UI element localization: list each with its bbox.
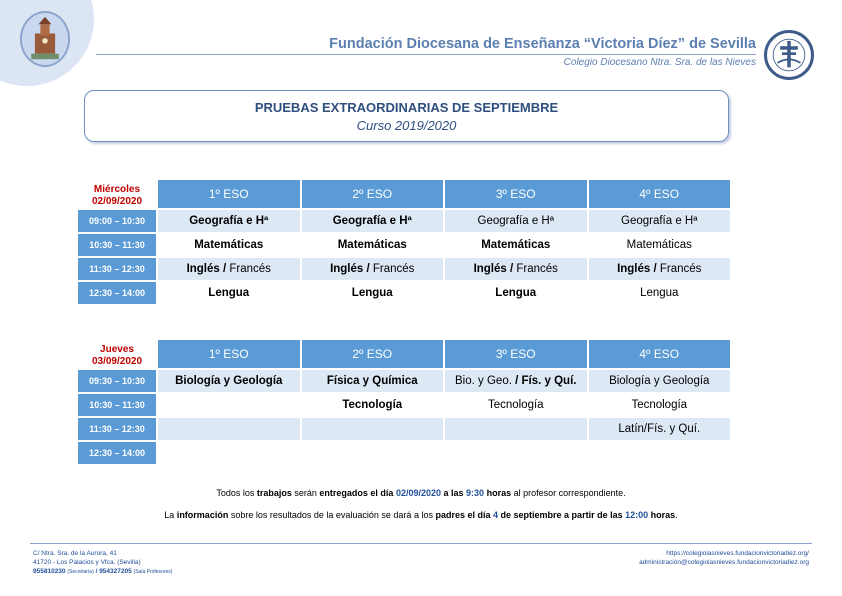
time-slot: 09:00 – 10:30 xyxy=(78,210,156,232)
note-emphasis: información xyxy=(176,510,229,520)
exam-cell: Biología y Geología xyxy=(589,370,731,392)
schedule-table-wednesday xyxy=(76,178,732,306)
note-emphasis: padres el día xyxy=(435,510,491,520)
table-row xyxy=(78,258,730,280)
time-slot: 09:30 – 10:30 xyxy=(78,370,156,392)
note-text: . xyxy=(675,510,678,520)
table-row xyxy=(78,394,730,416)
grade-header-3: 3º ESO xyxy=(445,180,587,208)
exam-cell xyxy=(158,442,300,464)
grade-header-4: 4º ESO xyxy=(589,340,731,368)
note-submissions xyxy=(0,488,842,498)
exam-bold-part: Inglés / xyxy=(186,263,227,275)
table-row xyxy=(78,234,730,256)
exam-cell: Tecnología xyxy=(589,394,731,416)
exam-rest-part: Francés xyxy=(226,263,271,275)
table-row xyxy=(78,210,730,232)
header-divider xyxy=(96,54,756,55)
exam-cell xyxy=(589,442,731,464)
exam-rest-part: Francés xyxy=(656,263,702,275)
exam-rest-part: Francés xyxy=(369,263,415,275)
exam-cell xyxy=(302,258,444,280)
exam-cell: Matemáticas xyxy=(589,234,731,256)
exam-bold-part: Inglés / xyxy=(617,263,657,275)
day-date: 03/09/2020 xyxy=(91,356,143,367)
exam-cell: Matemáticas xyxy=(302,234,444,256)
phone-line xyxy=(33,567,172,577)
exam-cell: Tecnología xyxy=(445,394,587,416)
exam-cell xyxy=(158,394,300,416)
phone-secretaria: 955810230 xyxy=(33,568,66,575)
exam-cell: Tecnología xyxy=(302,394,444,416)
exam-cell: Lengua xyxy=(302,282,444,304)
exam-cell: Geografía e Hª xyxy=(445,210,587,232)
table-row xyxy=(78,282,730,304)
note-emphasis: horas xyxy=(486,488,512,498)
note-time: 12:00 xyxy=(625,510,649,520)
note-text: La xyxy=(164,510,177,520)
exam-rest-part: Francés xyxy=(513,263,558,275)
exam-cell: Lengua xyxy=(158,282,300,304)
email-link[interactable]: administración@colegiolasnieves.fundacionvictoriadiez.org xyxy=(639,559,809,566)
exam-cell: Latín/Fís. y Quí. xyxy=(589,418,731,440)
organization-title: Fundación Diocesana de Enseñanza “Victoria Díez” de Sevilla xyxy=(329,36,756,52)
grade-header-4: 4º ESO xyxy=(589,180,731,208)
exam-cell: Física y Química xyxy=(302,370,444,392)
exam-cell: Geografía e Hª xyxy=(302,210,444,232)
grade-header-1: 1º ESO xyxy=(158,340,300,368)
note-time: 9:30 xyxy=(466,488,485,498)
grade-header-3: 3º ESO xyxy=(445,340,587,368)
day-label xyxy=(78,340,156,368)
exam-cell xyxy=(158,258,300,280)
exam-cell: Lengua xyxy=(589,282,731,304)
title-box xyxy=(84,90,729,142)
address-line-1: C/ Ntra. Sra. de la Aurora, 41 xyxy=(33,550,117,557)
exam-cell xyxy=(445,258,587,280)
grade-header-2: 2º ESO xyxy=(302,340,444,368)
footer-divider xyxy=(30,543,812,544)
phone-secretaria-note: (Secretaría) xyxy=(67,569,94,575)
exam-cell: Geografía e Hª xyxy=(589,210,731,232)
exam-bold-part: Inglés / xyxy=(330,263,370,275)
time-slot: 12:30 – 14:00 xyxy=(78,282,156,304)
exam-cell xyxy=(445,418,587,440)
exam-bold-part: / Fís. y Quí. xyxy=(515,375,577,387)
note-text: al profesor correspondiente. xyxy=(511,488,626,498)
phone-profesores-note: (Sala Profesores) xyxy=(133,569,173,575)
foundation-cross-logo xyxy=(764,30,814,80)
time-slot: 11:30 – 12:30 xyxy=(78,258,156,280)
time-slot: 10:30 – 11:30 xyxy=(78,234,156,256)
note-emphasis: trabajos xyxy=(256,488,292,498)
phone-profesores: 954327205 xyxy=(99,568,132,575)
exam-cell xyxy=(589,258,731,280)
table-row xyxy=(78,442,730,464)
day-name: Jueves xyxy=(100,344,134,355)
exam-cell xyxy=(302,418,444,440)
day-name: Miércoles xyxy=(93,184,141,195)
document-title: PRUEBAS EXTRAORDINARIAS DE SEPTIEMBRE xyxy=(254,100,559,115)
time-slot: 11:30 – 12:30 xyxy=(78,418,156,440)
exam-cell: Matemáticas xyxy=(158,234,300,256)
exam-cell: Biología y Geología xyxy=(158,370,300,392)
exam-bold-part: Inglés / xyxy=(473,263,514,275)
note-emphasis: a las xyxy=(443,488,464,498)
exam-cell: Geografía e Hª xyxy=(158,210,300,232)
day-label xyxy=(78,180,156,208)
note-emphasis: horas xyxy=(650,510,676,520)
exam-cell: Matemáticas xyxy=(445,234,587,256)
address-line-2: 41720 - Los Palacios y Vfca. (Sevilla) xyxy=(33,559,141,566)
school-subtitle: Colegio Diocesano Ntra. Sra. de las Nieves xyxy=(563,57,756,68)
schedule-table-thursday xyxy=(76,338,732,466)
note-text: Todos los xyxy=(216,488,257,498)
note-results xyxy=(0,510,842,520)
time-slot: 12:30 – 14:00 xyxy=(78,442,156,464)
exam-cell xyxy=(445,442,587,464)
exam-cell xyxy=(445,370,587,392)
footer-address xyxy=(33,549,172,577)
exam-plain-part: Bio. y Geo. xyxy=(455,375,516,387)
note-text: serán xyxy=(291,488,320,498)
grade-header-1: 1º ESO xyxy=(158,180,300,208)
grade-header-2: 2º ESO xyxy=(302,180,444,208)
note-emphasis: de septiembre a partir de las xyxy=(500,510,623,520)
exam-cell: Lengua xyxy=(445,282,587,304)
note-text: sobre los resultados de la evaluación se dará a los xyxy=(228,510,436,520)
day-date: 02/09/2020 xyxy=(91,196,143,207)
course-year: Curso 2019/2020 xyxy=(356,118,457,133)
note-emphasis: entregados el día xyxy=(319,488,394,498)
table-row xyxy=(78,418,730,440)
note-date: 02/09/2020 xyxy=(395,488,441,498)
table-row xyxy=(78,370,730,392)
note-day: 4 xyxy=(493,510,499,520)
footer-contact xyxy=(639,549,809,567)
time-slot: 10:30 – 11:30 xyxy=(78,394,156,416)
exam-cell xyxy=(302,442,444,464)
website-link[interactable]: https://colegiolasnieves.fundacionvictoriadiez.org/ xyxy=(666,550,809,557)
school-crest-logo xyxy=(20,11,70,67)
phone-separator: / xyxy=(93,568,100,575)
exam-cell xyxy=(158,418,300,440)
